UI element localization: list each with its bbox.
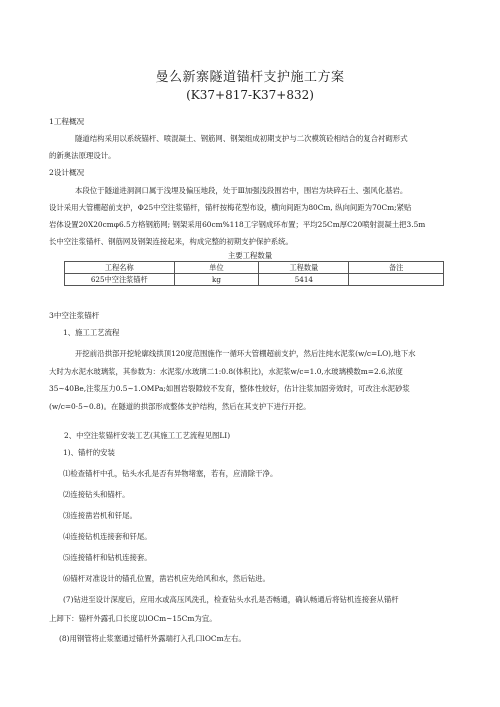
step-item: ⑸连接锚杆和钻机连接套。 <box>63 553 152 562</box>
section-2-paragraph-line-3: 岩体设置20X20cmφ6.5方格钢筋网; 钢架采用60cm%118工字钢成环布置；平均25Cm厚C20喷射混凝土把3.5m <box>49 220 426 229</box>
document-subtitle: (K37+817-K37+832) <box>186 88 314 102</box>
section-2-paragraph-line-1: 本段位于隧道进洞洞口属于浅埋及偏压地段，处于Ⅲ加强浅段围岩中，围岩为块碎石土、强风化基岩。 <box>75 186 408 195</box>
step-item: ⑴检查锚杆中孔，钻头水孔是否有异物堵塞，若有，应清除干净。 <box>63 469 278 478</box>
step-8: (8)用钢管将止浆塞通过锚杆外露端打入孔口lOCm左右。 <box>59 634 246 643</box>
step-item: ⑷连接钻机连接套和钎尾。 <box>63 532 152 541</box>
section-1-paragraph-line-2: 的新奥法原理设计。 <box>49 151 116 160</box>
table-cell: 625中空注浆锚杆 <box>65 274 175 286</box>
section-2-paragraph-line-2: 设计采用大管棚超前支护，Φ25中空注浆锚杆，锚杆按梅花型布设，横向间距为80Cm, 纵向间距为70Cm;紧贴 <box>49 203 412 212</box>
subsection-3-1-heading: 1、施工工艺流程 <box>63 328 120 337</box>
table-cell: kg <box>174 274 259 286</box>
quantity-table <box>64 261 444 286</box>
step-item: ⑵连接钻头和锚杆。 <box>63 490 130 499</box>
table-header-cell: 备注 <box>349 262 444 274</box>
section-1-paragraph-line-1: 隧道结构采用以系统锚杆、喷混凝土、钢筋网、钢架组成初期支护与二次模筑砼相结合的复合衬砌形式 <box>75 134 408 143</box>
table-cell: 5414 <box>259 274 349 286</box>
section-1-heading: 1工程概况 <box>49 117 85 126</box>
table-row <box>65 274 444 286</box>
table-cell <box>349 274 444 286</box>
document-title: 曼么新寨隧道锚杆支护施工方案 <box>155 70 345 85</box>
section-2-paragraph-line-4: 长中空注浆锚杆、钢筋网及钢架连接起来，构成完整的初期支护保护系统。 <box>49 237 293 246</box>
step-7-line-1: (7)钻进至设计深度后，应用水或高压风洗孔，检查钻头水孔是否畅通，确认畅通后将钻机连接套从锚杆 <box>63 595 399 604</box>
step-item: ⑹锚杆对准设计的锚孔位置，凿岩机应先给风和水，然后钻进。 <box>63 574 270 583</box>
section-2-heading: 2设计概况 <box>49 168 85 177</box>
subsection-3-2-subheading: 1)、锚杆的安装 <box>63 448 115 457</box>
step-item: ⑶连接凿岩机和钎尾。 <box>63 511 137 520</box>
table-caption: 主要工程数量 <box>227 251 273 260</box>
subsection-3-1-line-2: 大时为水泥水玻璃浆，其参数为：水泥浆/水玻璃二1:0.8(体积比)，水泥浆w/c=1.0,水玻璃模数m=2.6,浓度 <box>49 367 403 376</box>
table-header-cell: 工程数量 <box>259 262 349 274</box>
table-header-row <box>65 262 444 274</box>
subsection-3-1-line-1: 开挖前沿拱部开挖轮廓线拱顶120度范围施作一循环大管棚超前支护，然后注纯水泥浆(w/c=LO),地下水 <box>75 349 416 358</box>
table-header-cell: 工程名称 <box>65 262 175 274</box>
section-3-heading: 3中空注浆锚杆 <box>49 311 100 320</box>
table-header-cell: 单位 <box>174 262 259 274</box>
step-7-line-2: 上卸下：锚杆外露孔口长度以lOCm~15Cm为宜。 <box>49 614 217 623</box>
subsection-3-1-line-4: (w/c=0·5~0.8)。在隧道的拱部形成整体支护结构，然后在其支护下进行开挖。 <box>49 402 311 411</box>
subsection-3-2-heading: 2、中空注浆锚杆安装工艺(其施工工艺流程见图LI) <box>64 431 231 440</box>
subsection-3-1-line-3: 35~40Be,注浆压力0.5~1.OMPa;如围岩裂隙较不发育，整体性较好，估计注浆加固旁效时，可改注水泥砂浆 <box>49 384 410 393</box>
